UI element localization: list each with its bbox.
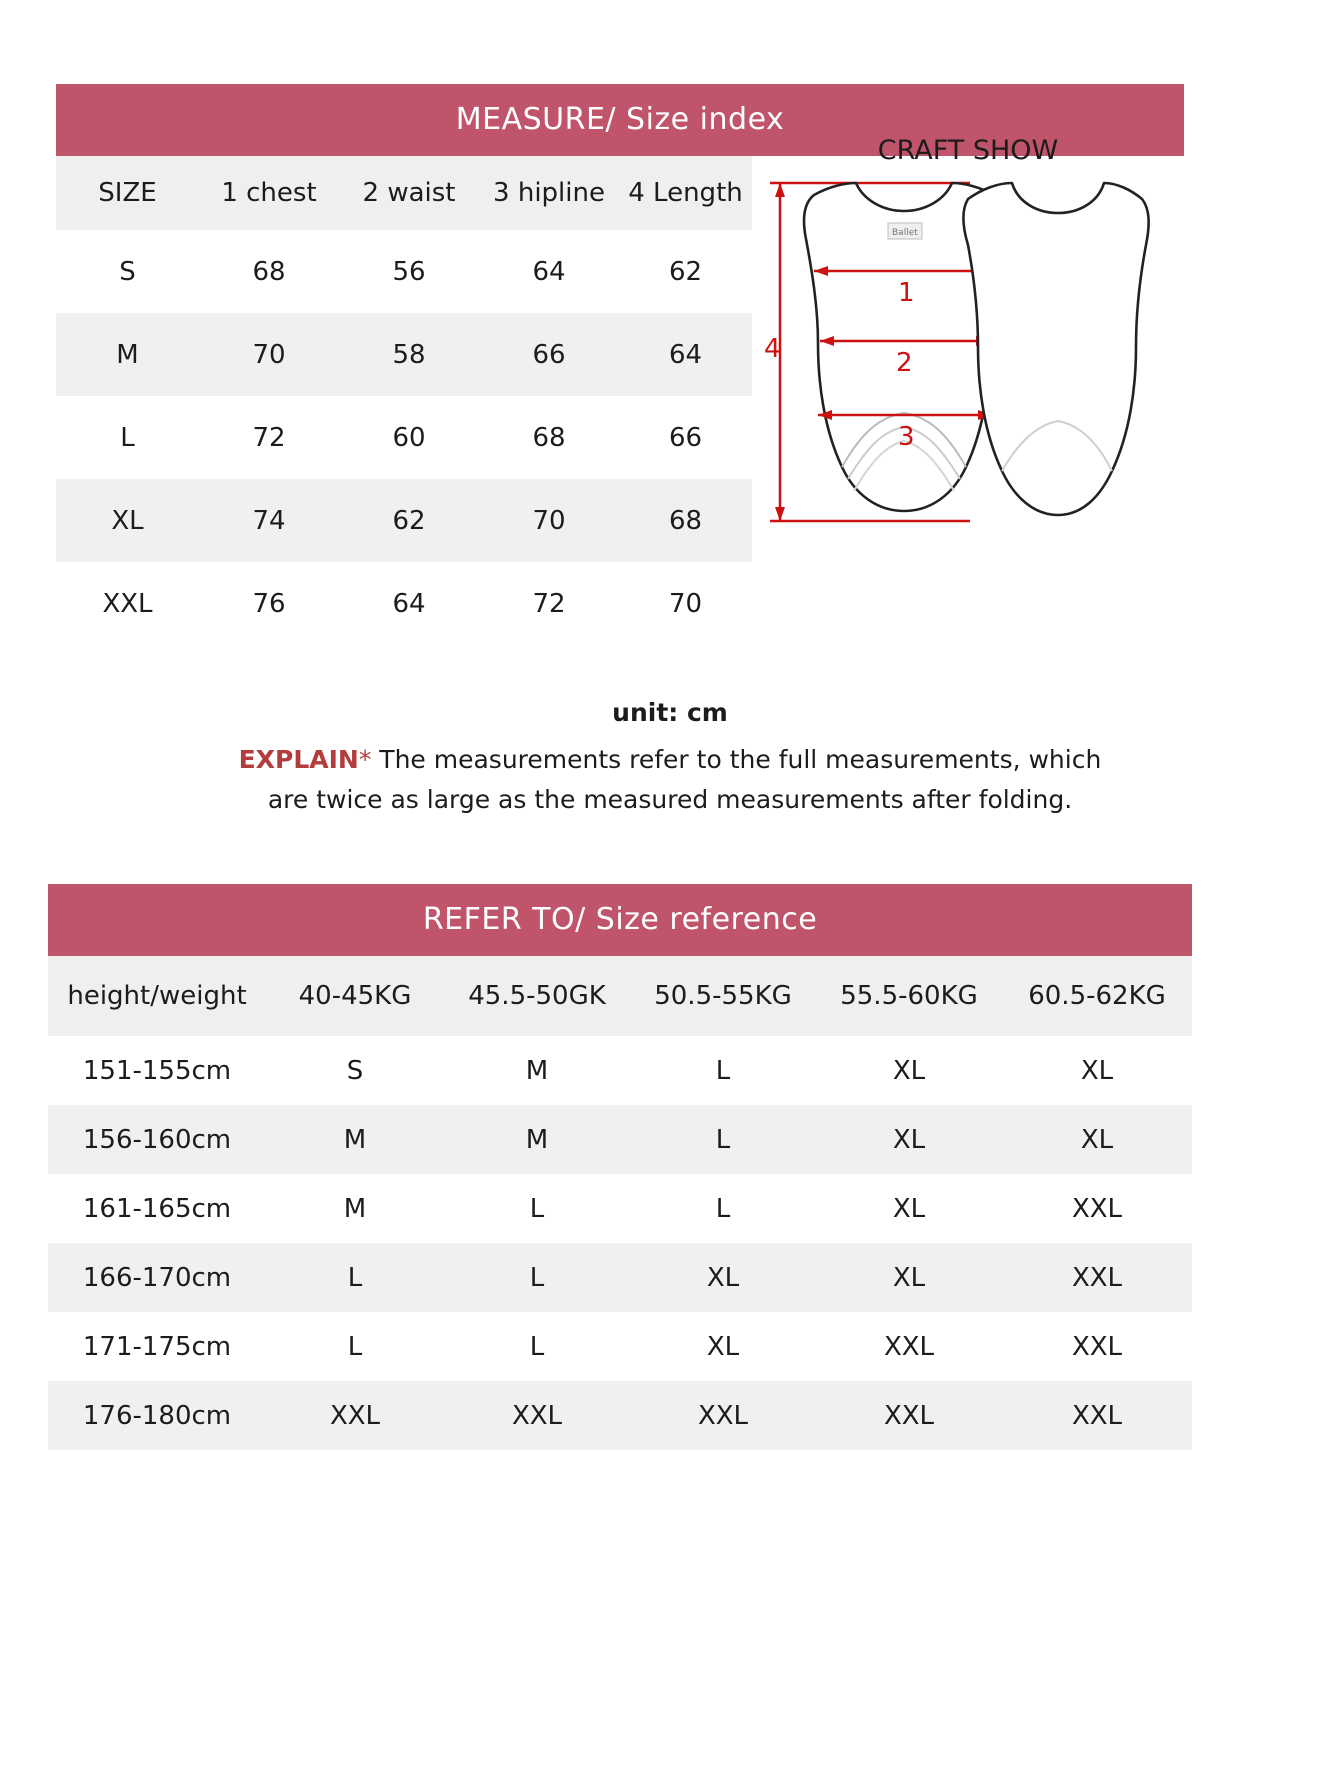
explain-note [0,740,1340,820]
cell-w2: XXL [444,1381,630,1450]
cell-w1: L [266,1243,444,1312]
col-header-w1: 40-45KG [266,956,444,1036]
brand-tag-label: Ballet [892,227,918,238]
table-row [48,1174,1192,1243]
cell-w3: L [630,1105,816,1174]
cell-w3: XXL [630,1381,816,1450]
cell-w5: XXL [1002,1243,1192,1312]
cell-w4: XXL [816,1381,1002,1450]
cell-height: 151-155cm [48,1036,266,1105]
cell-w4: XXL [816,1312,1002,1381]
cell-w3: L [630,1174,816,1243]
cell-length: 66 [619,396,752,479]
cell-w4: XL [816,1243,1002,1312]
explain-keyword: EXPLAIN [238,745,359,774]
craft-show-cell [752,135,1184,645]
cell-w2: L [444,1174,630,1243]
cell-size: L [56,396,199,479]
col-header-w3: 50.5-55KG [630,956,816,1036]
cell-chest: 70 [199,313,339,396]
col-header-w5: 60.5-62KG [1002,956,1192,1036]
cell-length: 70 [619,562,752,645]
cell-length: 62 [619,230,752,313]
measure-title-band: MEASURE/ Size index [56,84,1184,156]
explain-star: * [358,745,372,774]
cell-w2: L [444,1312,630,1381]
diagram-label-2: 2 [896,347,913,378]
col-header-w2: 45.5-50GK [444,956,630,1036]
cell-w4: XL [816,1105,1002,1174]
table-row [48,1243,1192,1312]
diagram-label-4: 4 [764,333,781,364]
col-header-chest: 1 chest [199,156,339,230]
cell-w5: XXL [1002,1312,1192,1381]
cell-chest: 68 [199,230,339,313]
cell-waist: 58 [339,313,479,396]
diagram-label-1: 1 [898,277,915,308]
explain-line-1: The measurements refer to the full measurements, which [371,745,1102,774]
cell-w1: S [266,1036,444,1105]
refer-header-row [48,956,1192,1036]
col-header-size: SIZE [56,156,199,230]
cell-w2: M [444,1105,630,1174]
cell-height: 171-175cm [48,1312,266,1381]
explain-line-2: are twice as large as the measured measurements after folding. [267,785,1073,814]
col-header-hipline: 3 hipline [479,156,619,230]
unit-note: unit: cm [612,698,728,727]
cell-height: 156-160cm [48,1105,266,1174]
cell-w3: XL [630,1243,816,1312]
cell-w4: XL [816,1174,1002,1243]
measure-table-section [56,84,1184,645]
cell-hipline: 72 [479,562,619,645]
col-header-height-weight: height/weight [48,956,266,1036]
refer-title-band: REFER TO/ Size reference [48,884,1192,956]
cell-hipline: 66 [479,313,619,396]
cell-size: M [56,313,199,396]
cell-w2: M [444,1036,630,1105]
col-header-craft-show: CRAFT SHOW [877,135,1059,166]
refer-table [48,956,1192,1450]
cell-w5: XXL [1002,1381,1192,1450]
garment-diagram [752,167,1184,547]
cell-chest: 76 [199,562,339,645]
cell-height: 176-180cm [48,1381,266,1450]
table-row [48,1036,1192,1105]
cell-w2: L [444,1243,630,1312]
cell-w3: L [630,1036,816,1105]
cell-size: S [56,230,199,313]
cell-w3: XL [630,1312,816,1381]
cell-size: XL [56,479,199,562]
cell-w1: M [266,1105,444,1174]
cell-height: 166-170cm [48,1243,266,1312]
cell-size: XXL [56,562,199,645]
cell-waist: 62 [339,479,479,562]
col-header-w4: 55.5-60KG [816,956,1002,1036]
col-header-waist: 2 waist [339,156,479,230]
cell-length: 64 [619,313,752,396]
table-row [48,1312,1192,1381]
diagram-label-3: 3 [898,421,915,452]
cell-hipline: 70 [479,479,619,562]
cell-w4: XL [816,1036,1002,1105]
cell-chest: 74 [199,479,339,562]
cell-length: 68 [619,479,752,562]
cell-w1: M [266,1174,444,1243]
cell-waist: 56 [339,230,479,313]
cell-w5: XXL [1002,1174,1192,1243]
cell-w5: XL [1002,1105,1192,1174]
cell-chest: 72 [199,396,339,479]
col-header-length: 4 Length [619,156,752,230]
table-row [48,1105,1192,1174]
measure-table [56,135,1184,645]
measure-header-row [56,156,1184,230]
cell-height: 161-165cm [48,1174,266,1243]
cell-w1: XXL [266,1381,444,1450]
cell-w1: L [266,1312,444,1381]
refer-table-section [48,884,1192,1450]
cell-waist: 64 [339,562,479,645]
table-row [48,1381,1192,1450]
cell-hipline: 68 [479,396,619,479]
cell-w5: XL [1002,1036,1192,1105]
cell-hipline: 64 [479,230,619,313]
cell-waist: 60 [339,396,479,479]
